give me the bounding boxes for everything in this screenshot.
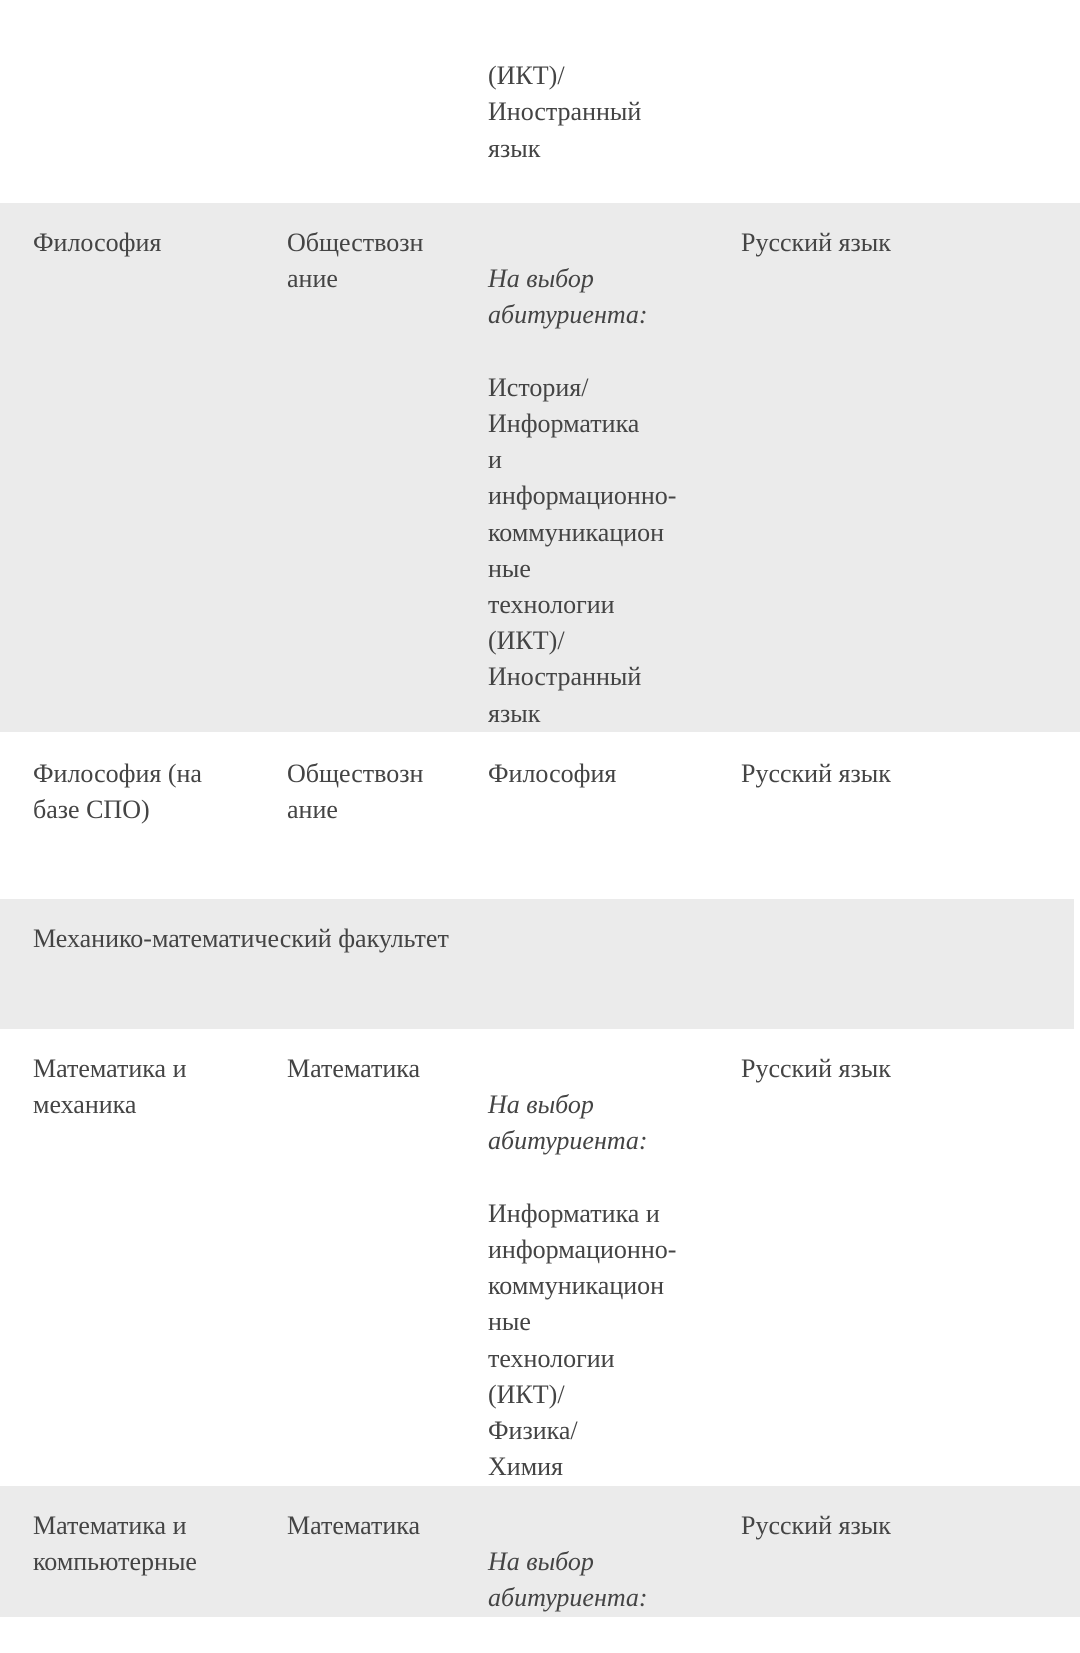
exam-subject-3: Русский язык xyxy=(741,1054,891,1083)
exam-subject-1: Математика xyxy=(287,1511,421,1540)
program-name: Математика и механика xyxy=(33,1054,187,1120)
choice-hint: На выбор абитуриента: xyxy=(488,1547,648,1613)
table-row xyxy=(0,1486,1080,1617)
table-row xyxy=(0,203,1080,732)
program-name: Математика и компьютерные xyxy=(33,1511,197,1577)
choice-hint: На выбор абитуриента: xyxy=(488,1090,648,1156)
exam-subject-1: Обществозн ание xyxy=(287,759,424,825)
table-row xyxy=(0,732,1080,899)
entrance-exam-choice xyxy=(488,1508,648,1653)
table-row xyxy=(0,0,1080,203)
table-row xyxy=(0,1029,1080,1486)
program-name: Философия xyxy=(33,228,162,257)
exam-subject-3: Русский язык xyxy=(741,759,891,788)
program-name: Философия (на базе СПО) xyxy=(33,759,202,825)
exam-options: Информатика и информационно- коммуникацион ные технологии (ИКТ)/ Физика/ Химия xyxy=(488,1198,677,1482)
choice-hint: На выбор абитуриента: xyxy=(488,264,648,330)
entrance-exam-choice xyxy=(488,225,676,768)
entrance-exam-choice xyxy=(488,22,641,203)
exam-subject-1: Математика xyxy=(287,1054,421,1083)
faculty-header-row xyxy=(0,899,1074,1029)
exam-subject-3: Русский язык xyxy=(741,228,891,257)
faculty-title: Механико-математический факультет xyxy=(33,924,449,953)
exam-subject-1: Обществозн ание xyxy=(287,228,424,294)
entrance-exam-choice xyxy=(488,1051,676,1522)
exam-subject-3: Русский язык xyxy=(741,1511,891,1540)
exam-options: (ИКТ)/ Иностранный язык xyxy=(488,61,642,163)
exam-options: История/ Информатика и информационно- коммуникацион ные технологии (ИКТ)/ Иностранный язык xyxy=(488,372,677,728)
entrance-exam-choice: Философия xyxy=(488,759,617,788)
